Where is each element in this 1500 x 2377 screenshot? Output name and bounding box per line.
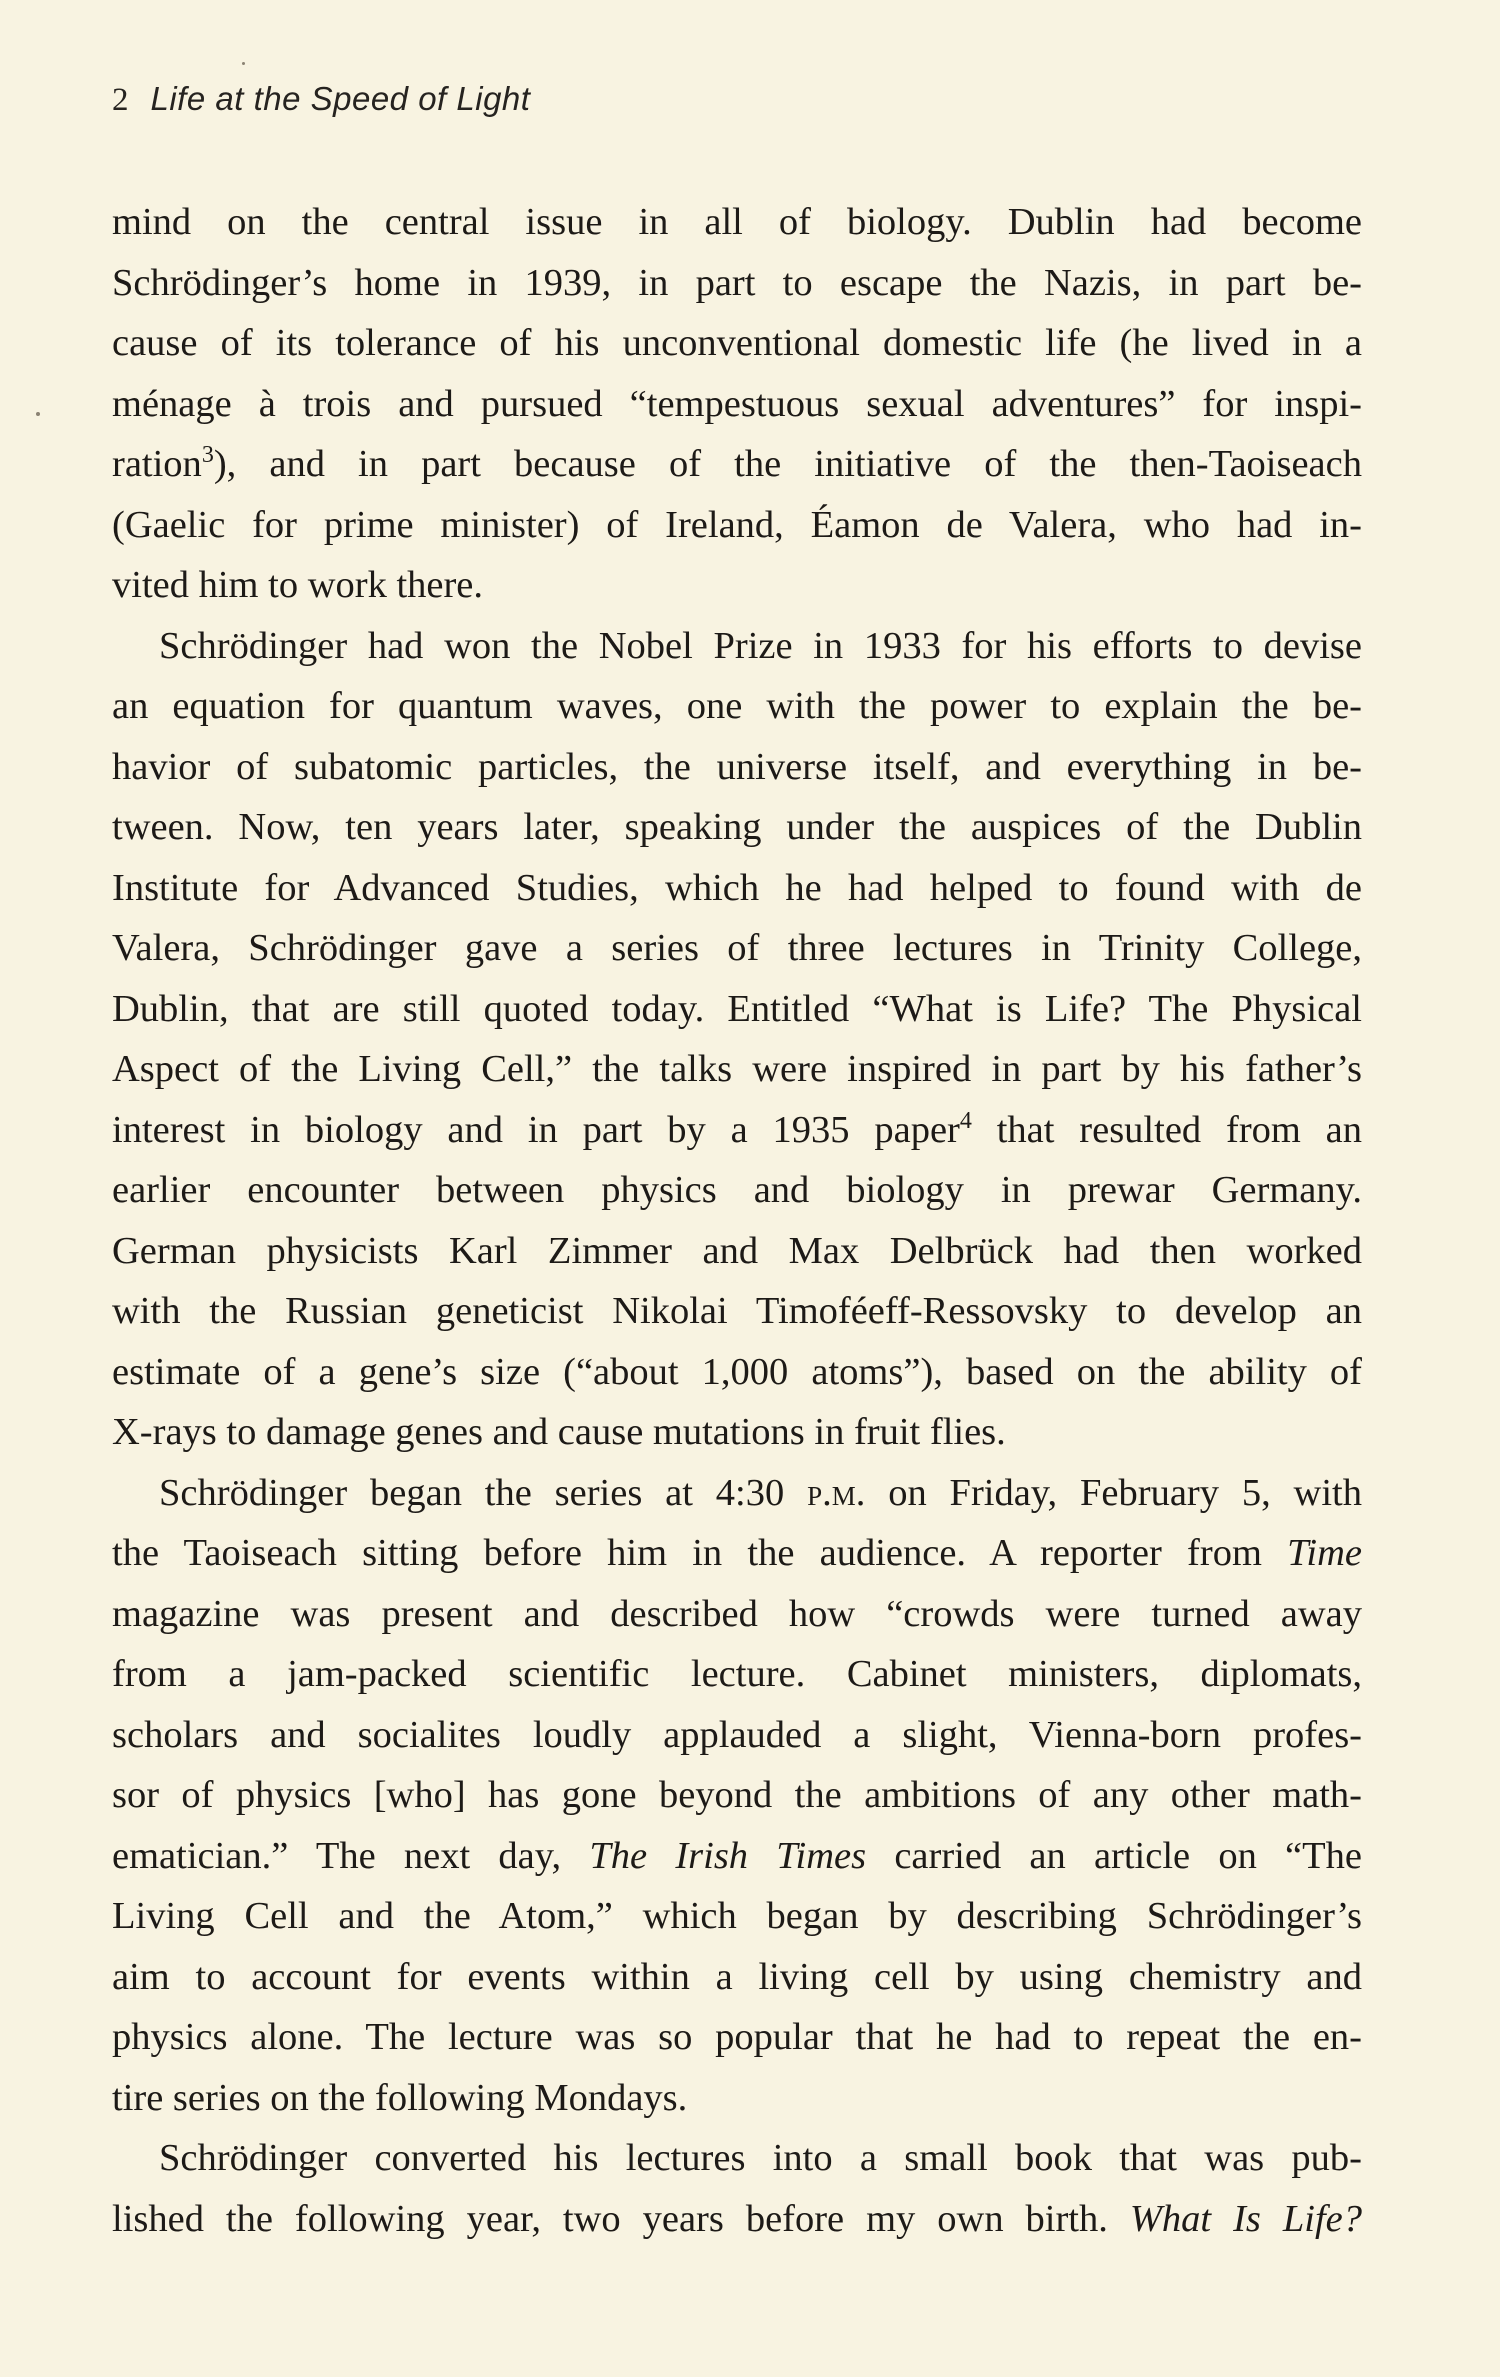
- text-line: earlier encounter between physics and biology in prewar Germany.: [112, 1169, 1362, 1211]
- body-text: [112, 192, 1362, 2249]
- text-line: Schrödinger converted his lectures into a small book that was pub-: [159, 2137, 1362, 2179]
- text-run: that resulted from an: [971, 1108, 1363, 1151]
- text-line: [112, 1463, 1362, 1524]
- text-line: vited him to work there.: [112, 564, 484, 606]
- text-line: from a jam-packed scientific lecture. Cabinet ministers, diplomats,: [112, 1653, 1362, 1695]
- text-line: cause of its tolerance of his unconventional domestic life (he lived in a: [112, 322, 1362, 364]
- text-run: Schrödinger began the series at 4:30: [159, 1471, 808, 1514]
- text-line: [112, 1100, 1362, 1161]
- text-line: with the Russian geneticist Nikolai Timoféeff-Ressovsky to develop an: [112, 1290, 1362, 1332]
- footnote-ref: 4: [959, 1107, 972, 1134]
- text-run: carried an article on “The: [866, 1834, 1362, 1877]
- text-line: mind on the central issue in all of biology. Dublin had become: [112, 201, 1362, 243]
- text-line: tire series on the following Mondays.: [112, 2076, 688, 2119]
- text-line: Aspect of the Living Cell,” the talks were inspired in part by his father’s: [112, 1048, 1362, 1090]
- text-run: lished the following year, two years before my own birth.: [112, 2197, 1130, 2240]
- running-head-title: Life at the Speed of Light: [150, 80, 531, 117]
- text-line: X-rays to damage genes and cause mutations in fruit flies.: [112, 1411, 1006, 1453]
- text-line: estimate of a gene’s size (“about 1,000 atoms”), based on the ability of: [112, 1350, 1362, 1393]
- text-line: physics alone. The lecture was so popular that he had to repeat the en-: [112, 2016, 1362, 2058]
- text-line: an equation for quantum waves, one with the power to explain the be-: [112, 685, 1362, 727]
- text-run: on Friday, February 5, with: [865, 1471, 1363, 1514]
- text-line: sor of physics [who] has gone beyond the ambitions of any other math-: [112, 1774, 1362, 1816]
- text-run: interest in biology and in part by a 1935 paper: [112, 1108, 960, 1151]
- text-line: (Gaelic for prime minister) of Ireland, Éamon de Valera, who had in-: [112, 503, 1362, 546]
- text-line: [112, 1826, 1362, 1887]
- text-line: Dublin, that are still quoted today. Entitled “What is Life? The Physical: [112, 987, 1362, 1030]
- text-line: Valera, Schrödinger gave a series of three lectures in Trinity College,: [112, 927, 1362, 969]
- text-line: aim to account for events within a living cell by using chemistry and: [112, 1955, 1362, 1998]
- text-run: ematician.” The next day,: [112, 1834, 590, 1877]
- text-line: Institute for Advanced Studies, which he had helped to found with de: [112, 866, 1362, 909]
- text-line: Living Cell and the Atom,” which began by describing Schrödinger’s: [112, 1895, 1362, 1937]
- italic-title: The Irish Times: [589, 1834, 867, 1877]
- scan-speck: [242, 62, 245, 65]
- text-line: [112, 2189, 1362, 2250]
- text-line: ménage à trois and pursued “tempestuous sexual adventures” for inspi-: [112, 382, 1362, 425]
- italic-title: What Is Life?: [1129, 2197, 1362, 2240]
- time-abbrev: p.m.: [807, 1471, 866, 1514]
- text-line: [112, 1523, 1362, 1584]
- text-line: magazine was present and described how “crowds were turned away: [112, 1592, 1362, 1635]
- text-line: [112, 434, 1362, 495]
- scan-speck: [36, 412, 40, 416]
- footnote-ref: 3: [201, 442, 214, 468]
- text-line: Schrödinger had won the Nobel Prize in 1933 for his efforts to devise: [159, 624, 1362, 667]
- text-line: scholars and socialites loudly applauded a slight, Vienna-born profes-: [112, 1713, 1362, 1756]
- text-line: havior of subatomic particles, the universe itself, and everything in be-: [112, 745, 1362, 788]
- italic-title: Time: [1287, 1532, 1362, 1574]
- text-line: tween. Now, ten years later, speaking under the auspices of the Dublin: [112, 806, 1362, 848]
- text-run: ), and in part because of the initiative of the then-Taoiseach: [213, 443, 1362, 485]
- running-head: [112, 76, 530, 123]
- text-run: the Taoiseach sitting before him in the audience. A reporter from: [112, 1532, 1288, 1574]
- text-line: Schrödinger’s home in 1939, in part to escape the Nazis, in part be-: [112, 261, 1362, 304]
- text-run: ration: [112, 443, 202, 485]
- page-number: 2: [112, 82, 129, 118]
- text-line: German physicists Karl Zimmer and Max Delbrück had then worked: [112, 1229, 1362, 1272]
